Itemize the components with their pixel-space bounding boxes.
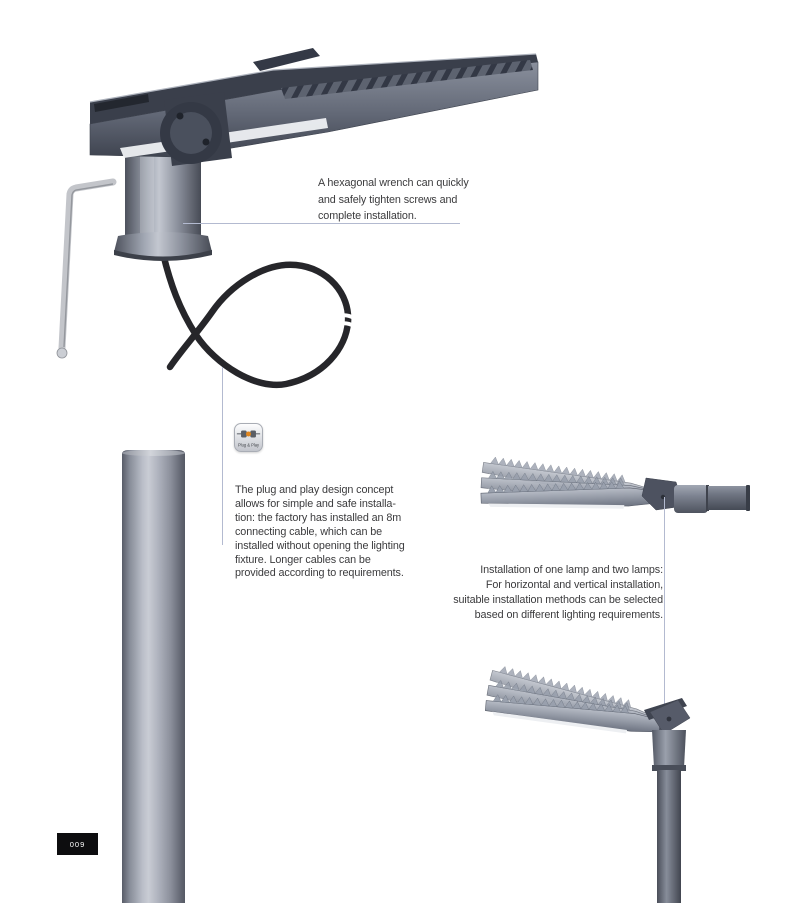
light-pole [122,450,185,903]
lamp-head [90,48,538,158]
vertical-installation-illustration [440,640,790,903]
note-line: A hexagonal wrench can quickly [318,177,469,189]
street-light-illustration [28,40,550,398]
note-line: allows for simple and safe installa- [235,497,396,510]
note-line: tion: the factory has installed an 8m [235,511,402,524]
hex-wrench [57,182,113,358]
note-line: and safely tighten screws and [318,193,458,206]
note-line: connecting cable, which can be [235,525,383,538]
note-line: provided according to requirements. [235,567,404,580]
note-line: fixture. Longer cables can be [235,553,371,566]
pole-adapter [642,478,708,513]
connecting-cable [161,245,354,385]
installation-note [453,563,663,623]
lamp-tilt-positions [480,455,667,513]
plug-badge-label: Plug & Play [237,442,260,448]
hinge-bracket [160,92,232,166]
vertical-pole [657,770,681,903]
note-line: For horizontal and vertical installation, [485,579,663,591]
note-line: based on different lighting requirements. [474,609,663,621]
note-line: installed without opening the lighting [235,539,405,552]
page-number-badge: 009 [57,833,98,855]
note-line: Installation of one lamp and two lamps: [480,564,663,576]
leader-line-plug [222,367,223,545]
note-line: The plug and play design concept [235,484,394,496]
pole-adapter [644,698,690,771]
horizontal-installation-illustration [450,440,795,565]
note-line: complete installation. [318,210,417,222]
wrench-note [318,175,469,225]
plug-and-play-badge [234,423,263,452]
horizontal-pole [706,485,750,511]
plug-note [235,484,405,581]
plug-icon [235,424,262,451]
note-line: suitable installation methods can be selected [453,594,663,606]
lamp-tilt-positions [484,664,673,738]
